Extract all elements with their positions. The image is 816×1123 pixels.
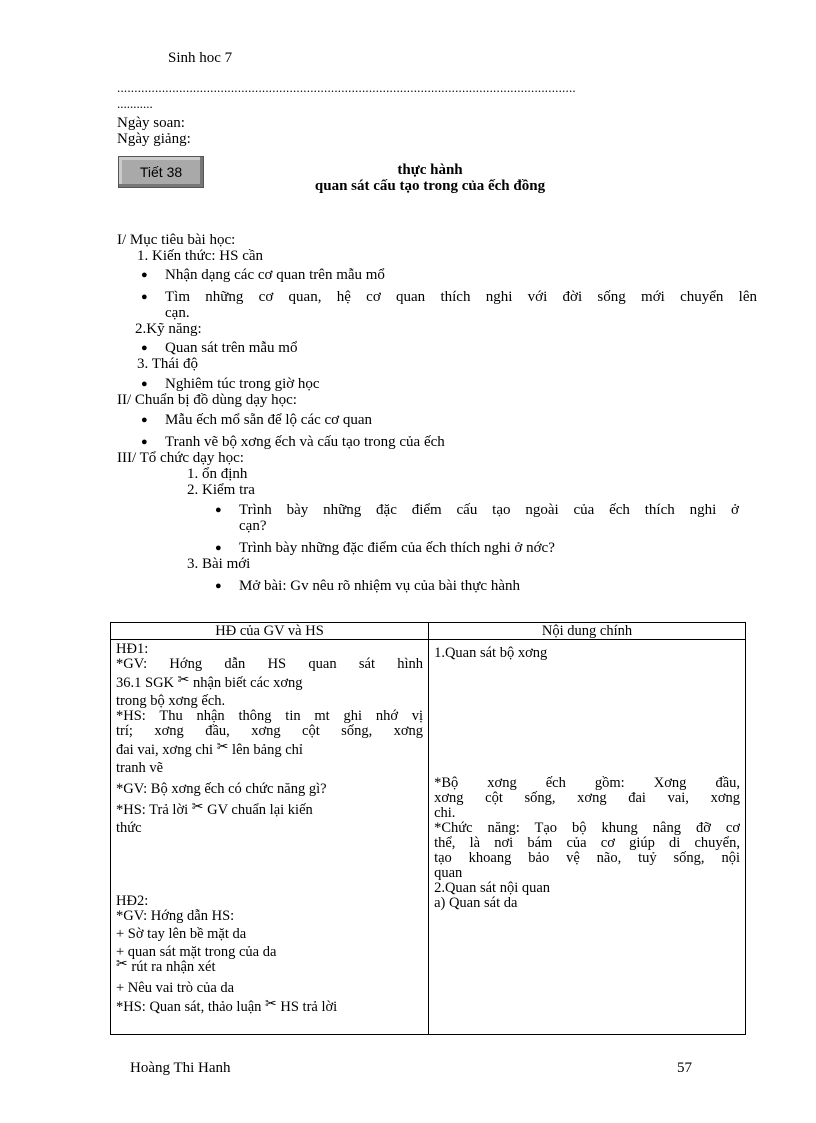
scissors-icon: ✂ bbox=[191, 799, 204, 815]
bullet-icon: ● bbox=[141, 269, 148, 281]
table-line-text: đai vai, xơng chi bbox=[116, 742, 217, 758]
prepare-date-label: Ngày soan: bbox=[117, 115, 185, 131]
list-item-text: Mở bài: Gv nêu rõ nhiệm vụ của bài thực hành bbox=[239, 578, 520, 594]
table-line: thể, là nơi bám của cơ giúp di chuyển, bbox=[434, 835, 740, 851]
teach-date-label: Ngày giảng: bbox=[117, 131, 191, 147]
list-item-text: Nhận dạng các cơ quan trên mẫu mổ bbox=[165, 267, 385, 283]
table-line: quan bbox=[434, 865, 463, 881]
list-item bbox=[117, 289, 757, 305]
table-line bbox=[116, 956, 423, 978]
list-item-text: Trình bày những đặc điểm của ếch thích nghi ở nớc? bbox=[239, 540, 555, 556]
skills-heading: 2.Kỹ năng: bbox=[135, 321, 202, 337]
activities-cell bbox=[111, 640, 429, 1035]
footer-author: Hoàng Thi Hanh bbox=[130, 1060, 231, 1076]
list-item bbox=[117, 434, 757, 450]
bullet-icon: ● bbox=[141, 378, 148, 390]
section-organization: III/ Tổ chức dạy học: bbox=[117, 450, 244, 466]
table-line-text: nhận biết các xơng bbox=[189, 675, 303, 691]
lesson-body bbox=[117, 232, 757, 594]
list-item bbox=[117, 540, 757, 556]
page-number: 57 bbox=[677, 1060, 692, 1076]
lesson-title-line1: thực hành bbox=[397, 162, 463, 178]
table-line: + Nêu vai trò của da bbox=[116, 980, 235, 996]
list-item bbox=[117, 502, 739, 518]
dates-block bbox=[117, 115, 191, 147]
bullet-icon: ● bbox=[141, 342, 148, 354]
bullet-icon: ● bbox=[215, 580, 222, 592]
table-line-text: GV chuẩn lại kiến bbox=[203, 802, 313, 818]
table-header-content: Nội dung chính bbox=[429, 623, 746, 640]
list-item bbox=[117, 340, 757, 356]
list-item-text: Trình bày những đặc điểm cấu tạo ngoài của ếch thích nghi ở bbox=[239, 502, 739, 518]
attitude-heading: 3. Thái độ bbox=[137, 356, 198, 372]
table-line: + Sờ tay lên bề mặt da bbox=[116, 926, 247, 942]
table-header-activities: HĐ của GV và HS bbox=[111, 623, 429, 640]
table-line-text: lên bảng chỉ bbox=[228, 742, 303, 758]
table-line: *Chức năng: Tạo bộ khung nâng đỡ cơ bbox=[434, 820, 740, 836]
table-line: *GV: Hớng dẫn HS: bbox=[116, 908, 235, 924]
table-line: xơng cột sống, xơng đai vai, xơng bbox=[434, 790, 740, 806]
section-preparation: II/ Chuẩn bị đồ dùng dạy học: bbox=[117, 392, 297, 408]
dotted-line-continued: ........... bbox=[117, 96, 153, 111]
list-item bbox=[117, 578, 757, 594]
table-line: trí; xơng đầu, xơng cột sống, xơng bbox=[116, 723, 424, 739]
table-line: trong bộ xơng ếch. bbox=[116, 693, 226, 709]
content-cell bbox=[429, 640, 746, 1035]
table-line: tranh vẽ bbox=[116, 760, 164, 776]
table-line: tạo khoang bảo vệ não, tuỷ sống, nội bbox=[434, 850, 740, 866]
lesson-title-line2: quan sát cấu tạo trong của ếch đồng bbox=[314, 178, 546, 194]
table-line bbox=[116, 672, 423, 694]
list-item-text: Tìm những cơ quan, hệ cơ quan thích nghi với đời sống mới chuyển lên bbox=[165, 289, 757, 305]
table-line: *HS: Thu nhận thông tin mt ghi nhớ vị bbox=[116, 708, 424, 724]
table-spacer bbox=[434, 661, 740, 776]
step-stabilize: 1. ổn định bbox=[187, 466, 248, 482]
table-line: thức bbox=[116, 820, 142, 836]
list-item-text: Nghiêm túc trong giờ học bbox=[165, 376, 320, 392]
table-spacer bbox=[116, 836, 423, 894]
bullet-icon: ● bbox=[141, 291, 148, 303]
list-item bbox=[117, 376, 757, 392]
scissors-icon: ✂ bbox=[116, 956, 128, 972]
scissors-icon: ✂ bbox=[216, 739, 229, 755]
lesson-number-box: Tiết 38 bbox=[118, 156, 204, 188]
list-item-text: cạn? bbox=[239, 518, 267, 534]
table-line: *GV: Bộ xơng ếch có chức năng gì? bbox=[116, 781, 327, 797]
knowledge-heading: 1. Kiến thức: HS cần bbox=[137, 248, 264, 264]
bullet-icon: ● bbox=[141, 436, 148, 448]
table-line-text: *HS: Trả lời bbox=[116, 802, 192, 818]
table-line: *GV: Hớng dẫn HS quan sát hình bbox=[116, 656, 424, 672]
table-line: 2.Quan sát nội quan bbox=[434, 880, 551, 896]
table-line bbox=[116, 996, 423, 1018]
list-item bbox=[117, 267, 757, 283]
table-line: + quan sát mặt trong của da bbox=[116, 944, 277, 960]
scissors-icon: ✂ bbox=[177, 672, 190, 688]
table-line: a) Quan sát da bbox=[434, 895, 518, 911]
header-subject: Sinh hoc 7 bbox=[168, 50, 233, 66]
list-item-text: Quan sát trên mẫu mổ bbox=[165, 340, 298, 356]
table-line: 1.Quan sát bộ xơng bbox=[434, 645, 548, 661]
dotted-line: ..................................................................................................................................... bbox=[117, 80, 576, 95]
table-line-text: 36.1 SGK bbox=[116, 675, 178, 691]
table-line-text: HS trả lời bbox=[276, 999, 338, 1015]
step-check: 2. Kiểm tra bbox=[187, 482, 255, 498]
list-item-text: cạn. bbox=[165, 305, 190, 321]
table-line: HĐ1: bbox=[116, 642, 149, 657]
table-line: chi. bbox=[434, 805, 456, 821]
section-objectives: I/ Mục tiêu bài học: bbox=[117, 232, 236, 248]
bullet-icon: ● bbox=[215, 542, 222, 554]
list-item-text: Mẫu ếch mổ sẵn để lộ các cơ quan bbox=[165, 412, 373, 428]
list-item-text: Tranh vẽ bộ xơng ếch và cấu tạo trong của ếch bbox=[165, 434, 445, 450]
table-line-text: rút ra nhận xét bbox=[127, 959, 216, 975]
table-line bbox=[116, 799, 423, 821]
table-line: HĐ2: bbox=[116, 893, 149, 909]
activity-table bbox=[110, 622, 746, 1035]
scissors-icon: ✂ bbox=[265, 996, 277, 1012]
bullet-icon: ● bbox=[215, 504, 222, 516]
list-item bbox=[117, 412, 757, 428]
table-line: *Bộ xơng ếch gồm: Xơng đầu, bbox=[434, 775, 740, 791]
bullet-icon: ● bbox=[141, 414, 148, 426]
table-line-text: *HS: Quan sát, thảo luận bbox=[116, 999, 266, 1015]
table-line bbox=[116, 739, 423, 761]
step-new-lesson: 3. Bài mới bbox=[187, 556, 251, 572]
